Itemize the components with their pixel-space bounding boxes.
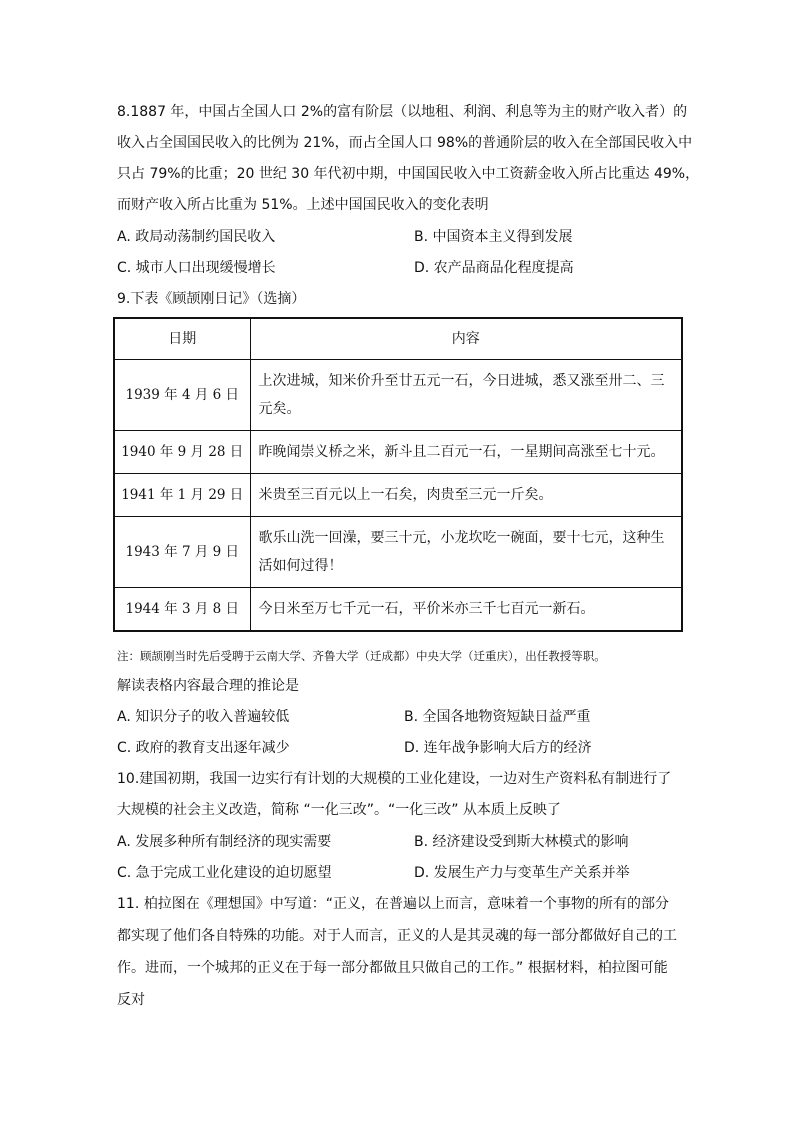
header-date: 日期 [114,318,250,360]
row-date: 1944 年 3 月 8 日 [114,588,250,632]
table-row [114,360,682,431]
q9-option-a: A. 知识分子的收入普遍较低 [117,709,290,725]
q8-option-d: D. 农产品商品化程度提高 [414,260,574,276]
table-row [114,517,682,588]
q11-stem-line-4: 反对 [117,992,145,1008]
table-row [114,588,682,632]
q8-option-c: C. 城市人口出现缓慢增长 [117,260,276,276]
q10-option-b: B. 经济建设受到斯大林模式的影响 [414,834,629,850]
q8-stem-line-3: 只占 79%的比重；20 世纪 30 年代初中期，中国国民收入中工资薪金收入所占比重达 49%， [117,166,700,182]
q8-stem-line-4: 而财产收入所占比重为 51%。上述中国国民收入的变化表明 [117,197,489,213]
row-date: 1943 年 7 月 9 日 [114,517,250,588]
q9-option-b: B. 全国各地物资短缺日益严重 [404,709,591,725]
q9-option-c: C. 政府的教育支出逐年减少 [117,740,290,756]
q10-option-d: D. 发展生产力与变革生产关系并举 [414,865,630,881]
row-content: 米贵至三百元以上一石矣，肉贵至三元一斤矣。 [250,474,682,517]
row-date: 1940 年 9 月 28 日 [114,431,250,474]
q9-stem: 9.下表《顾颉刚日记》（选摘） [117,291,306,307]
q10-option-a: A. 发展多种所有制经济的现实需要 [117,834,332,850]
q9-option-d: D. 连年战争影响大后方的经济 [404,740,592,756]
row-content: 昨晚闻崇义桥之米，新斗且二百元一石，一星期间高涨至七十元。 [250,431,682,474]
q11-stem-line-3: 作。进而，一个城邦的正义在于每一部分都做且只做自己的工作。” 根据材料，柏拉图可能 [117,960,668,976]
q9-question: 解读表格内容最合理的推论是 [117,678,299,694]
row-content: 今日米至万七千元一石，平价米亦三千七百元一新石。 [250,588,682,632]
q10-stem-line-2: 大规模的社会主义改造，简称 “一化三改”。“一化三改” 从本质上反映了 [117,802,561,818]
q11-stem-line-2: 都实现了他们各自特殊的功能。对于人而言，正义的人是其灵魂的每一部分都做好自己的工 [117,928,677,944]
table-row [114,431,682,474]
row-date: 1941 年 1 月 29 日 [114,474,250,517]
q8-stem-line-1: 8.1887 年，中国占全国人口 2%的富有阶层（以地租、利润、利息等为主的财产收入者）的 [117,104,688,120]
row-content: 上次进城，知米价升至廿五元一石，今日进城，悉又涨至卅二、三元矣。 [250,360,682,431]
table-row [114,474,682,517]
q8-option-b: B. 中国资本主义得到发展 [414,229,573,245]
row-date: 1939 年 4 月 6 日 [114,360,250,431]
q10-option-c: C. 急于完成工业化建设的迫切愿望 [117,865,332,881]
header-content: 内容 [250,318,682,360]
diary-table [113,317,683,632]
q8-stem-line-2: 收入占全国国民收入的比例为 21%，而占全国人口 98%的普通阶层的收入在全部国民收入中 [117,135,693,151]
table-header-row [114,318,682,360]
row-content: 歌乐山洗一回澡，要三十元，小龙坎吃一碗面，要十七元，这种生活如何过得！ [250,517,682,588]
q10-stem-line-1: 10.建国初期，我国一边实行有计划的大规模的工业化建设，一边对生产资料私有制进行了 [117,771,672,787]
q11-stem-line-1: 11. 柏拉图在《理想国》中写道：“正义，在普遍以上而言，意味着一个事物的所有的部分 [117,896,669,912]
q9-note: 注：顾颉刚当时先后受聘于云南大学、齐鲁大学（迁成都）中央大学（迁重庆），出任教授等职。 [117,649,606,663]
q8-option-a: A. 政局动荡制约国民收入 [117,229,276,245]
